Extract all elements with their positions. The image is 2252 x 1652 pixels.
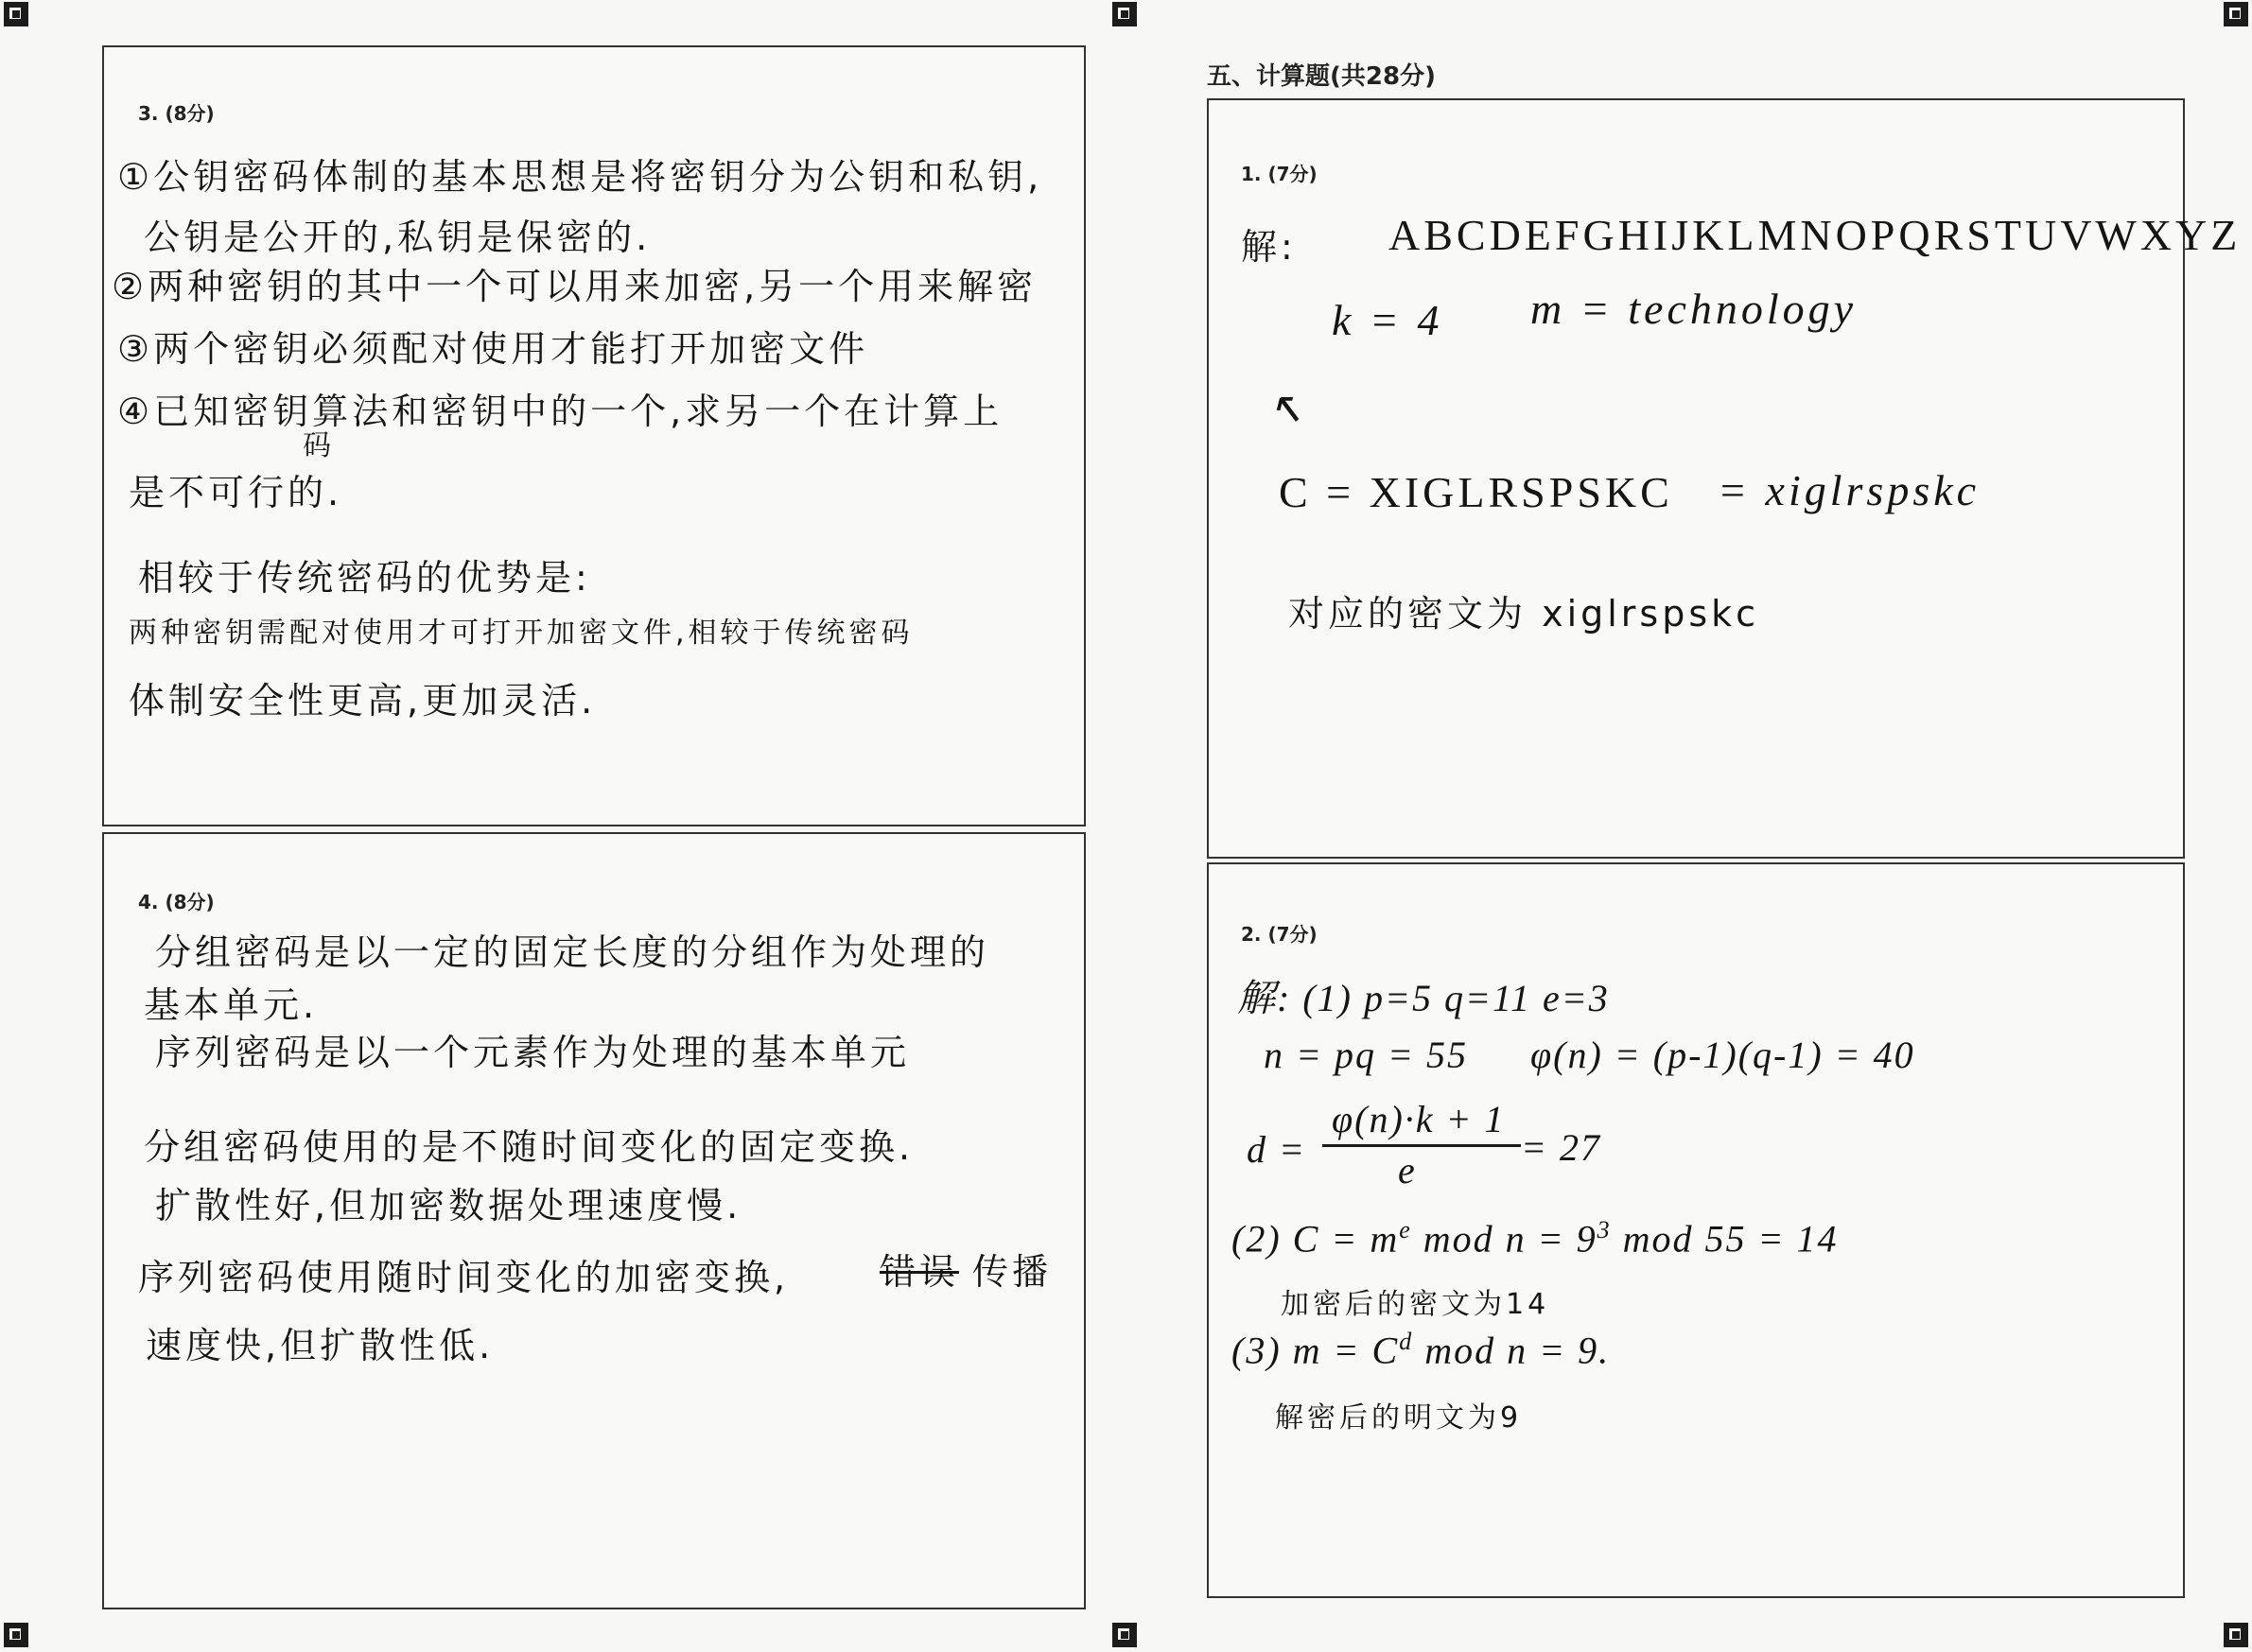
handwritten-line: 序列密码使用随时间变化的加密变换, <box>138 1257 790 1298</box>
handwritten-insert: 码 <box>303 429 335 462</box>
handwritten-line: 相较于传统密码的优势是: <box>138 557 591 599</box>
handwritten-line: ②两种密钥的其中一个可以用来加密,另一个用来解密 <box>112 266 1038 307</box>
handwritten-line: ④已知密钥算法和密钥中的一个,求另一个在计算上 <box>117 391 1004 432</box>
corner-mark-bottom-right <box>2224 1623 2248 1647</box>
phi-value: φ(n) = (p-1)(q-1) = 40 <box>1530 1034 1915 1076</box>
handwritten-line: ③两个密钥必须配对使用才能打开加密文件 <box>117 328 869 370</box>
n-value: n = pq = 55 <box>1264 1034 1468 1076</box>
corner-mark-top-left <box>4 2 28 26</box>
answer-box-q3 <box>102 45 1086 826</box>
struck-out-text: 错误 <box>880 1251 960 1293</box>
ciphertext-result: 加密后的密文为14 <box>1281 1288 1550 1321</box>
handwritten-line: 两种密钥需配对使用才可打开加密文件,相较于传统密码 <box>129 617 914 650</box>
handwritten-line: ①公钥密码体制的基本思想是将密钥分为公钥和私钥, <box>117 156 1043 198</box>
corner-mark-bottom-left <box>4 1623 28 1647</box>
plaintext-result: 解密后的明文为9 <box>1275 1401 1523 1435</box>
decryption-formula: (3) $m = C^d$ mod n = 9. <box>1231 1328 1611 1372</box>
handwritten-line: 速度快,但扩散性低. <box>146 1325 495 1366</box>
handwritten-line: 序列密码是以一个元素作为处理的基本单元 <box>155 1032 911 1073</box>
key-value: k = 4 <box>1332 296 1443 344</box>
corner-mark-top-center <box>1112 2 1137 26</box>
d-formula-left: d = <box>1247 1128 1306 1171</box>
given-values: 解: (1) p=5 q=11 e=3 <box>1237 977 1610 1019</box>
answer-box-calc-q1 <box>1207 98 2242 859</box>
handwritten-line: 分组密码使用的是不随时间变化的固定变换. <box>144 1126 915 1168</box>
ciphertext-lower: = xiglrspskc <box>1718 466 1981 514</box>
question-label: 3. (8分) <box>138 102 215 125</box>
encryption-formula: (2) $C = m^e$ mod $n = 9^3$ mod 55 = 14 <box>1231 1216 1839 1261</box>
handwritten-solution-mark: 解: <box>1241 226 1297 268</box>
question-label: 1. (7分) <box>1241 163 1318 185</box>
question-label: 2. (7分) <box>1241 923 1318 946</box>
d-value: = 27 <box>1521 1126 1601 1169</box>
handwritten-line: 公钥是公开的,私钥是保密的. <box>144 217 652 258</box>
question-label: 4. (8分) <box>138 891 215 913</box>
alphabet-line: ABCDEFGHIJKLMNOPQRSTUVWXYZ <box>1388 211 2242 259</box>
d-formula-numerator: φ(n)·k + 1 <box>1332 1098 1506 1140</box>
fraction-bar <box>1322 1144 1521 1147</box>
handwritten-line: 分组密码是以一定的固定长度的分组作为处理的 <box>155 931 990 973</box>
answer-box-calc-q2 <box>1207 862 2185 1598</box>
handwritten-line: 扩散性好,但加密数据处理速度慢. <box>155 1185 742 1226</box>
answer-box-q4 <box>102 832 1086 1609</box>
handwritten-line: 是不可行的. <box>129 472 343 513</box>
ciphertext-upper: C = XIGLRSPSKC <box>1279 468 1673 516</box>
handwritten-line: 基本单元. <box>144 984 319 1026</box>
answer-line: 对应的密文为 xiglrspskc <box>1288 593 1760 635</box>
arrow-mark: ↖ <box>1267 384 1308 432</box>
d-formula-denominator: e <box>1398 1149 1417 1191</box>
handwritten-line: 传播 <box>972 1251 1053 1293</box>
corner-mark-top-right <box>2224 2 2248 26</box>
plaintext-value: m = technology <box>1530 285 1858 333</box>
handwritten-line: 体制安全性更高,更加灵活. <box>129 680 597 722</box>
corner-mark-bottom-center <box>1112 1623 1137 1647</box>
section-title: 五、计算题(共28分) <box>1207 62 1436 91</box>
